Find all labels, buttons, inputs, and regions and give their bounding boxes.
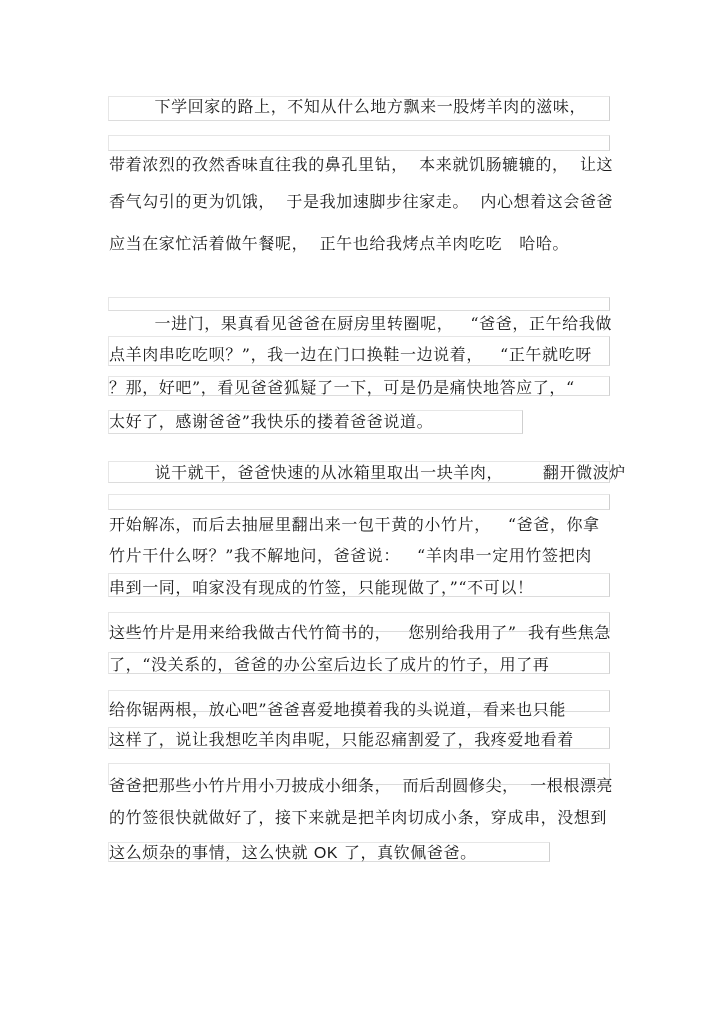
text-line: 这些竹片是用来给我做古代竹简书的， 您别给我用了” 我有些焦急	[109, 623, 612, 642]
text-segment: 这么烦杂的事情，这么快就	[109, 843, 314, 862]
text-segment: 了，真钦佩爸爸。	[338, 843, 477, 862]
line-frame	[108, 297, 610, 311]
text-line: 爸爸把那些小竹片用小刀披成小细条， 而后刮圆修尖， 一根根漂亮	[109, 776, 614, 795]
text-line: 这样了，说让我想吃羊肉串呢，只能忍痛割爱了，我疼爱地看着	[109, 730, 574, 749]
text-line: 应当在家忙活着做午餐呢， 正午也给我烤点羊肉吃吃 哈哈。	[109, 234, 570, 253]
text-line: 带着浓烈的孜然香味直往我的鼻孔里钻， 本来就饥肠辘辘的， 让这	[109, 155, 614, 174]
text-line: 了，“没关系的，爸爸的办公室后边长了成片的竹子，用了再	[109, 655, 550, 674]
line-frame	[108, 135, 610, 151]
line-frame	[108, 494, 610, 510]
text-line: 说干就干，爸爸快速的从冰箱里取出一块羊肉， 翻开微波炉	[109, 463, 626, 482]
text-line: 的竹签很快就做好了，接下来就是把羊肉切成小条，穿成串，没想到	[109, 808, 608, 827]
text-line: 串到一同，咱家没有现成的竹签，只能现做了，”“不可以！	[109, 578, 534, 597]
text-line: 太好了，感谢爸爸”我快乐的搂着爸爸说道。	[109, 412, 434, 431]
text-line: 给你锯两根，放心吧”爸爸喜爱地摸着我的头说道，看来也只能	[109, 700, 566, 719]
ok-text: OK	[313, 845, 339, 862]
text-line: 开始解冻，而后去抽屉里翻出来一包干黄的小竹片， “爸爸，你拿	[109, 515, 600, 534]
text-line: 竹片干什么呀？”我不解地问，爸爸说： “羊肉串一定用竹签把肉	[109, 546, 592, 565]
text-line: ？那，好吧”，看见爸爸狐疑了一下，可是仍是痛快地答应了，“	[109, 378, 575, 397]
text-line: 下学回家的路上，不知从什么地方飘来一股烤羊肉的滋味，	[109, 97, 587, 116]
text-line-with-ok	[109, 843, 477, 864]
text-line: 点羊肉串吃吃呗？”，我一边在门口换鞋一边说着， “正午就吃呀	[109, 345, 592, 364]
text-line: 一进门，果真看见爸爸在厨房里转圈呢， “爸爸，正午给我做	[109, 314, 612, 333]
text-line: 香气勾引的更为饥饿， 于是我加速脚步往家走。 内心想着这会爸爸	[109, 192, 614, 211]
